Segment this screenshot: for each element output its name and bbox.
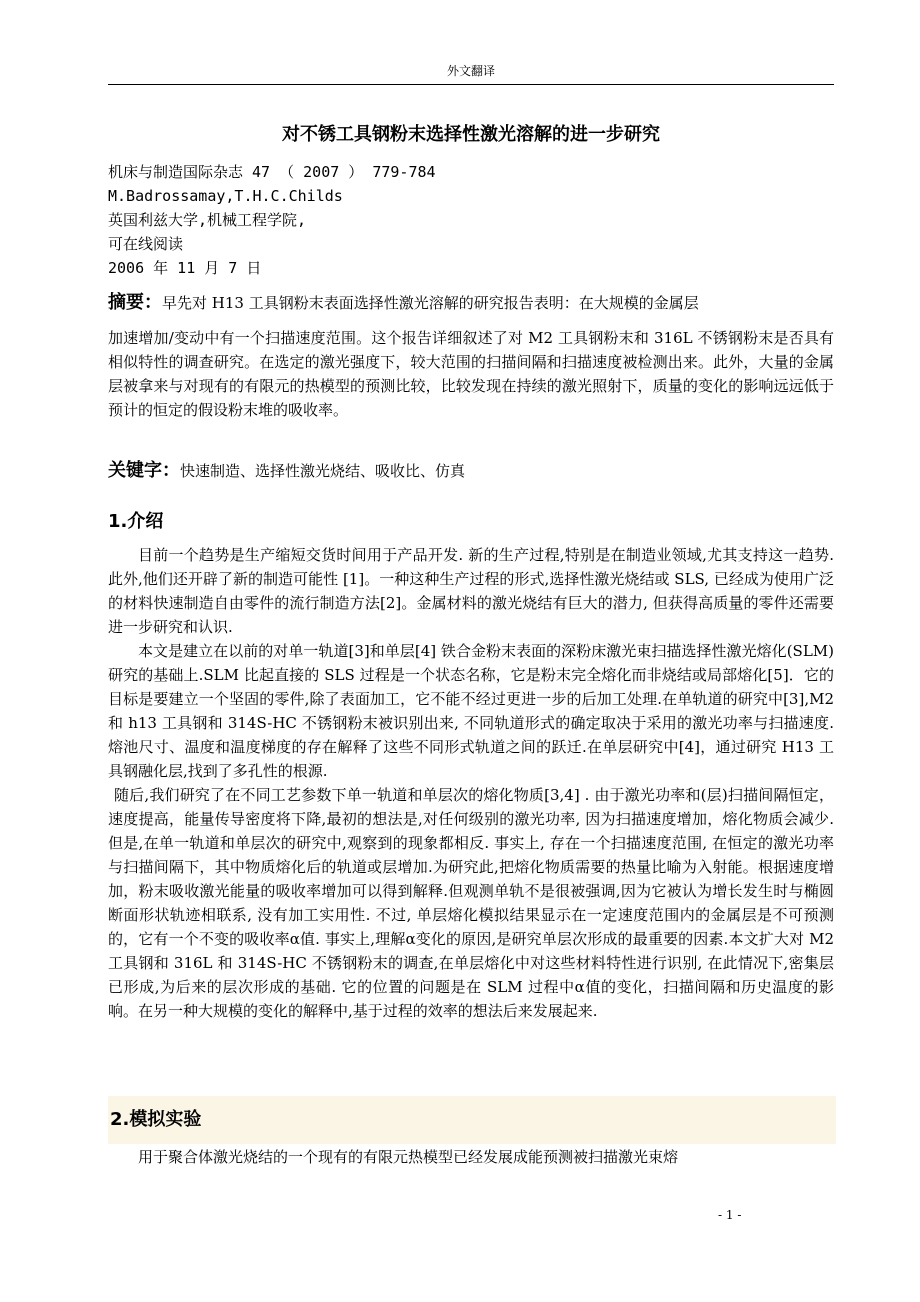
section-heading-simulation: 2.模拟实验 bbox=[108, 1096, 836, 1144]
abstract-first-text: 早先对 H13 工具钢粉末表面选择性激光溶解的研究报告表明：在大规模的金属层 bbox=[162, 294, 699, 312]
page-header bbox=[108, 62, 834, 85]
abstract-text: 加速增加/变动中有一个扫描速度范围。这个报告详细叙述了对 M2 工具钢粉末和 316L 不锈钢粉末是否具有相似特性的调查研究。在选定的激光强度下，较大范围的扫描间隔和扫描速度被检测出来。此外，大量的金属层被拿来与对现有的有限元的热模型的预测比较，比较发现在持续的激光照射下，质量的变化的影响远远低于预计的恒定的假设粉末堆的吸收率。 bbox=[108, 329, 834, 419]
section-heading-intro: 1.介绍 bbox=[108, 511, 164, 532]
keywords bbox=[108, 458, 834, 484]
abstract-first-line bbox=[108, 290, 834, 326]
authors: M.Badrossamay,T.H.C.Childs bbox=[108, 187, 343, 205]
abstract bbox=[108, 290, 834, 422]
intro-paragraph-1: 目前一个趋势是生产缩短交货时间用于产品开发. 新的生产过程,特别是在制造业领域,尤其支持这一趋势. 此外,他们还开辟了新的制造可能性 [1]。一种这种生产过程的形式,选择性激光烧结或 SLS, 已经成为使用广泛的材料快速制造自由零件的流行制造方法[2]。金属材料的激光烧结有巨大的潜力, 但获得高质量的零件还需要进一步研究和认识. bbox=[108, 546, 834, 636]
keywords-text: 快速制造、选择性激光烧结、吸收比、仿真 bbox=[180, 462, 466, 480]
affiliation: 英国利兹大学,机械工程学院, bbox=[108, 211, 307, 229]
header-text: 外文翻译 bbox=[446, 64, 495, 78]
page-title: 对不锈工具钢粉末选择性激光溶解的进一步研究 bbox=[282, 124, 660, 145]
journal-citation: 机床与制造国际杂志 47 （ 2007 ） 779-784 bbox=[108, 163, 436, 181]
intro-paragraph-3: 随后,我们研究了在不同工艺参数下单一轨道和单层次的熔化物质[3,4] . 由于激光功率和(层)扫描间隔恒定，速度提高，能量传导密度将下降,最初的想法是,对任何级别的激光功率, 因为扫描速度增加，熔化物质会减少. 但是,在单一轨道和单层次的研究中,观察到的现象都相反. 事实上, 存在一个扫描速度范围, 在恒定的激光功率与扫描间隔下，其中物质熔化后的轨道或层增加.为研究此,把熔化物质需要的热量比喻为入射能。根据速度增加，粉末吸收激光能量的吸收率增加可以得到解释.但观测单轨不是很被强调,因为它被认为增长发生时与椭圆断面形状轨迹相联系, 没有加工实用性. 不过, 单层熔化模拟结果显示在一定速度范围内的金属层是不可预测的，它有一个不变的吸收率α值. 事实上,理解α变化的原因,是研究单层次形成的最重要的因素.本文扩大对 M2 工具钢和 316L 和 314S-HC 不锈钢粉末的调查,在单层熔化中对这些材料特性进行识别, 在此情况下,密集层已形成,为后来的层次形成的基础. 它的位置的问题是在 SLM 过程中α值的变化，扫描间隔和历史温度的影响。在另一种大规模的变化的解释中,基于过程的效率的想法后来发展起来. bbox=[108, 786, 834, 1020]
publication-date: 2006 年 11 月 7 日 bbox=[108, 259, 262, 277]
intro-paragraph-2: 本文是建立在以前的对单一轨道[3]和单层[4] 铁合金粉末表面的深粉床激光束扫描选择性激光熔化(SLM)研究的基础上.SLM 比起直接的 SLS 过程是一个状态名称，它是粉末完全熔化而非烧结或局部熔化[5]．它的目标是要建立一个坚固的零件,除了表面加工，它不能不经过更进一步的后加工处理.在单轨道的研究中[3],M2 和 h13 工具钢和 314S-HC 不锈钢粉末被识别出来, 不同轨道形式的确定取决于采用的激光功率与扫描速度.熔池尺寸、温度和温度梯度的存在解释了这些不同形式轨道之间的跃迁.在单层研究中[4]，通过研究 H13 工具钢融化层,找到了多孔性的根源. bbox=[108, 642, 834, 780]
keywords-label: 关键字： bbox=[108, 460, 180, 481]
intro-body bbox=[108, 543, 834, 1023]
page-number: - 1 - bbox=[718, 1208, 742, 1222]
simulation-paragraph-1: 用于聚合体激光烧结的一个现有的有限元热模型已经发展成能预测被扫描激光束熔 bbox=[138, 1148, 679, 1166]
abstract-label: 摘要： bbox=[108, 292, 162, 313]
availability: 可在线阅读 bbox=[108, 235, 184, 253]
simulation-body bbox=[108, 1145, 834, 1169]
article-meta bbox=[108, 160, 834, 280]
